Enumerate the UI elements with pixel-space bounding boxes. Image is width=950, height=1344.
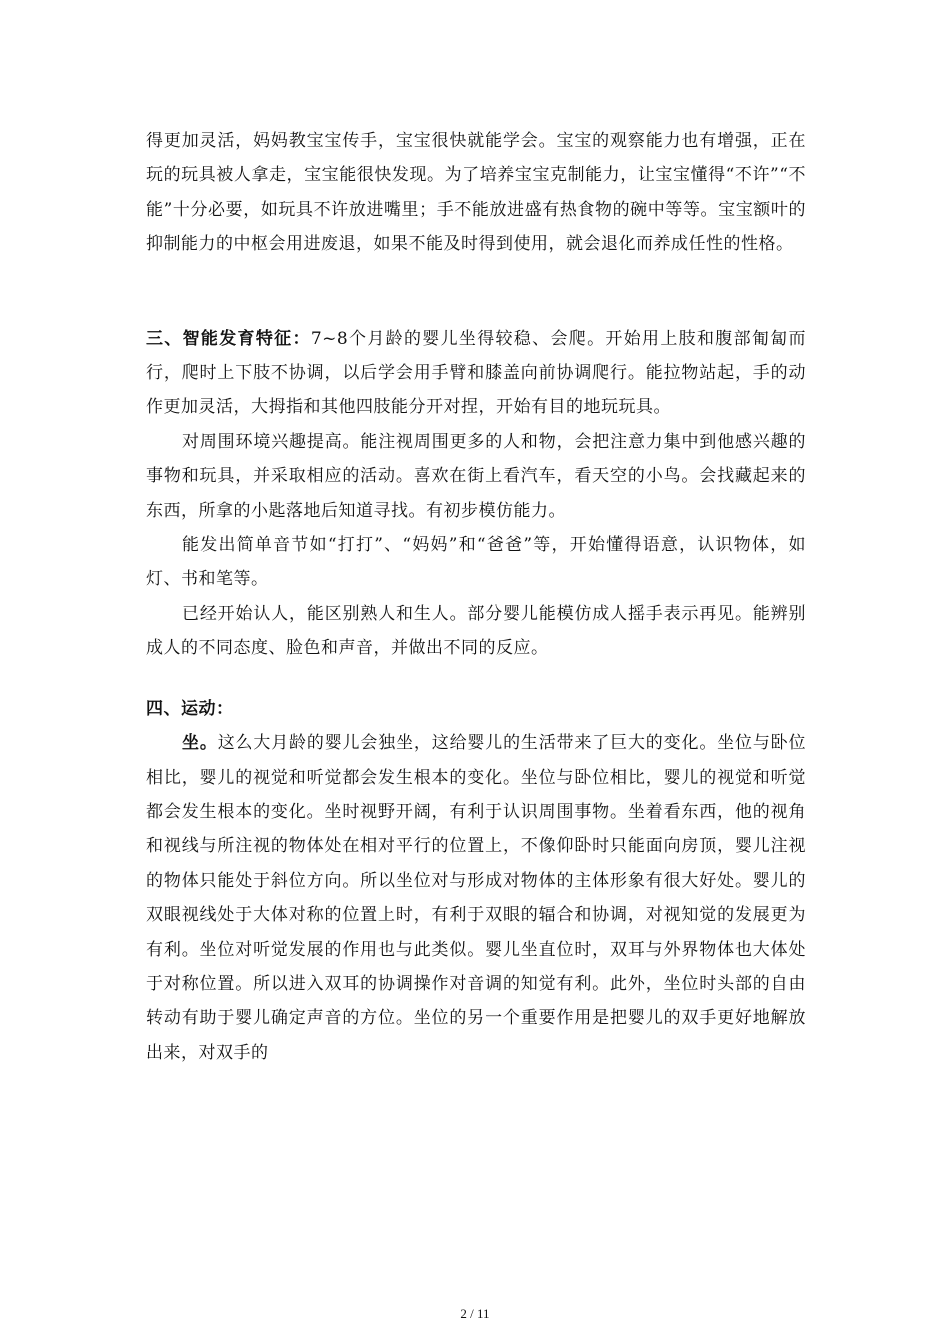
- section-3-paragraph: [146, 322, 806, 425]
- paragraph-continuation: 得更加灵活，妈妈教宝宝传手，宝宝很快就能学会。宝宝的观察能力也有增强，正在玩的玩具被人拿走，宝宝能很快发现。为了培养宝宝克制能力，让宝宝懂得“不许”“不能”十分必要，如玩具不许放进嘴里；手不能放进盛有热食物的碗中等等。宝宝额叶的抑制能力的中枢会用进废退，如果不能及时得到使用，就会退化而养成任性的性格。: [146, 131, 806, 255]
- page-number: 2 / 11: [460, 1306, 490, 1321]
- section-3-paragraph-2: 对周围环境兴趣提高。能注视周围更多的人和物，会把注意力集中到他感兴趣的事物和玩具，并采取相应的活动。喜欢在街上看汽车，看天空的小鸟。会找藏起来的东西，所拿的小匙落地后知道寻找。有初步模仿能力。: [146, 431, 806, 521]
- section-4-text: 这么大月龄的婴儿会独坐，这给婴儿的生活带来了巨大的变化。坐位与卧位相比，婴儿的视觉和听觉都会发生根本的变化。坐位与卧位相比，婴儿的视觉和听觉都会发生根本的变化。坐时视野开阔，有利于认识周围事物。坐着看东西，他的视角和视线与所注视的物体处在相对平行的位置上，不像仰卧时只能面向房顶，婴儿注视的物体只能处于斜位方向。所以坐位对与形成对物体的主体形象有很大好处。婴儿的双眼视线处于大体对称的位置上时，有利于双眼的辐合和协调，对视知觉的发展更为有利。坐位对听觉发展的作用也与此类似。婴儿坐直位时，双耳与外界物体也大体处于对称位置。所以进入双耳的协调操作对音调的知觉有利。此外，坐位时头部的自由转动有助于婴儿确定声音的方位。坐位的另一个重要作用是把婴儿的双手更好地解放出来，对双手的: [146, 733, 807, 1063]
- section-3-paragraph-3: 能发出简单音节如“打打”、“妈妈”和“爸爸”等，开始懂得语意，认识物体，如灯、书和笔等。: [146, 535, 806, 590]
- section-3-paragraph-4: 已经开始认人，能区别熟人和生人。部分婴儿能模仿成人摇手表示再见。能辨别成人的不同态度、脸色和声音，并做出不同的反应。: [146, 603, 806, 659]
- section-3-heading: 三、智能发育特征：: [146, 328, 311, 349]
- document-body: [146, 124, 806, 1070]
- section-4-lead: 坐。: [182, 733, 218, 754]
- section-3-text: 7~8个月龄的婴儿坐得较稳、会爬。开始用上肢和腹部匍匐而行，爬时上下肢不协调，以后学会用手臂和膝盖向前协调爬行。能拉物站起，手的动作更加灵活，大拇指和其他四肢能分开对捏，开始有目的地玩玩具。: [146, 328, 806, 418]
- section-4-heading: 四、运动：: [146, 698, 234, 719]
- section-4-paragraph: [146, 726, 806, 1070]
